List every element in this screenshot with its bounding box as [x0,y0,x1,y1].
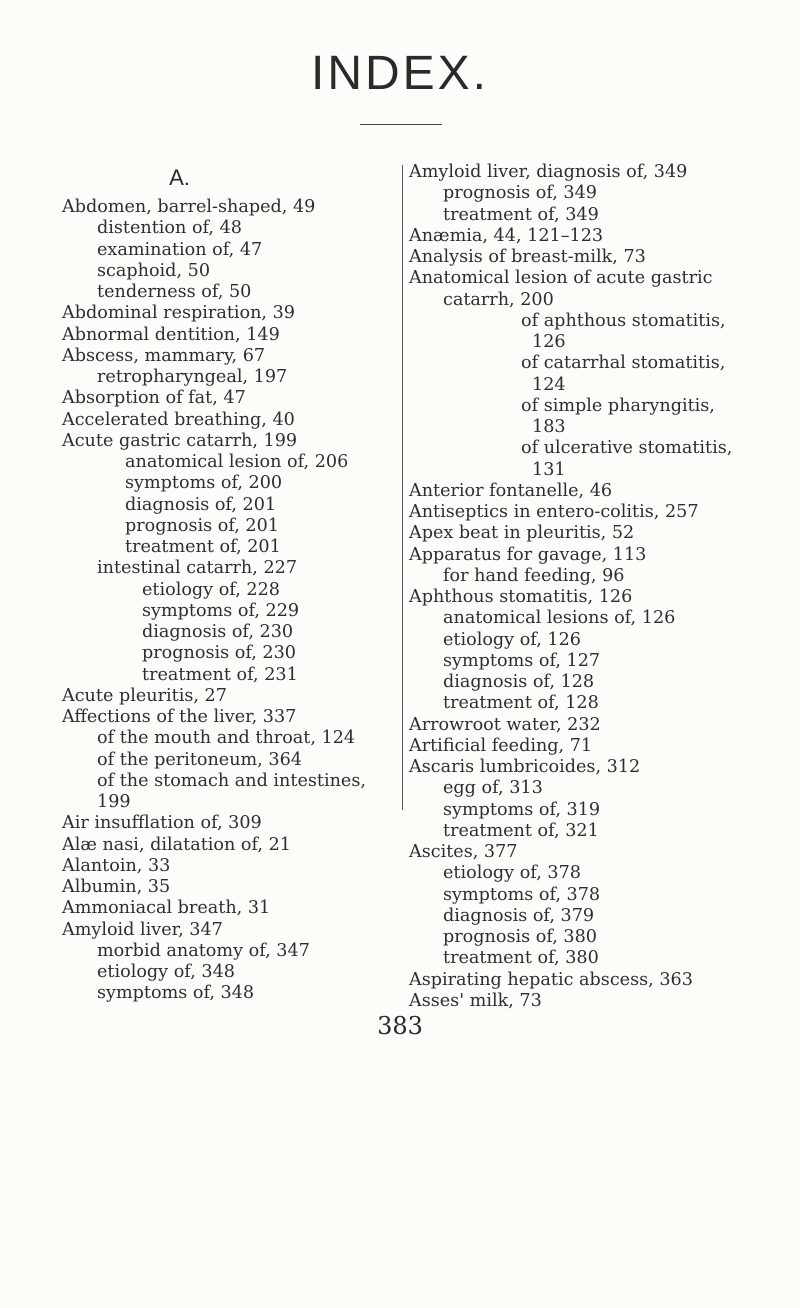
index-subentry: prognosis of, 201 [125,515,279,536]
index-entry: Anatomical lesion of acute gastric [409,268,713,289]
right-column [409,162,759,1012]
index-subentry: etiology of, 378 [443,863,581,884]
index-subentry: distention of, 48 [97,218,242,239]
index-subentry: diagnosis of, 128 [443,672,595,692]
index-subentry: treatment of, 349 [443,204,599,225]
index-subentry: tenderness of, 50 [97,282,252,302]
index-entry: Alæ nasi, dilatation of, 21 [62,834,291,855]
index-entry: Apparatus for gavage, 113 [409,544,647,565]
index-entry: Accelerated breathing, 40 [62,409,295,430]
index-subentry-continuation: 183 [532,417,566,437]
index-entry: Absorption of fat, 47 [62,388,246,409]
index-entry: Abscess, mammary, 67 [62,345,266,366]
index-entry: Alantoin, 33 [62,855,171,876]
index-subentry-continuation: 124 [532,374,566,395]
index-entry: Asses' milk, 73 [409,990,542,1011]
index-subentry: of catarrhal stomatitis, [521,353,726,374]
index-subentry: symptoms of, 348 [97,983,255,1004]
index-subentry: symptoms of, 319 [443,799,601,820]
index-subentry: treatment of, 321 [443,820,599,841]
index-subentry: etiology of, 126 [443,629,581,650]
index-entry: Affections of the liver, 337 [62,707,297,727]
index-subentry: examination of, 47 [97,239,263,260]
index-entry: Ascaris lumbricoides, 312 [409,757,641,777]
index-subentry: for hand feeding, 96 [443,565,625,586]
index-subentry: treatment of, 201 [125,537,281,557]
index-subentry-continuation: 199 [97,792,131,812]
index-entry: Amyloid liver, 347 [62,919,223,940]
index-subentry: of simple pharyngitis, [521,395,715,416]
page-number: 383 [377,1012,423,1040]
index-subentry-continuation: 131 [532,459,566,480]
index-entry: Apex beat in pleuritis, 52 [409,523,635,544]
index-entry: Aspirating hepatic abscess, 363 [409,969,693,990]
index-subentry: symptoms of, 229 [142,600,300,621]
index-subentry-continuation: catarrh, 200 [443,289,554,310]
index-subentry: symptoms of, 378 [443,884,601,905]
index-entry: Albumin, 35 [62,877,171,897]
index-subentry: egg of, 313 [443,778,543,799]
index-subentry: of aphthous stomatitis, [521,310,726,331]
index-subentry: of the mouth and throat, 124 [97,728,356,749]
index-entry: Aphthous stomatitis, 126 [409,587,633,607]
index-subentry: morbid anatomy of, 347 [97,940,310,961]
index-entry: Abdominal respiration, 39 [62,303,296,324]
index-subentry: prognosis of, 349 [443,183,597,204]
index-subentry: treatment of, 128 [443,693,599,714]
page-title: INDEX. [310,47,490,100]
index-entry: Acute pleuritis, 27 [62,685,227,706]
index-subentry: anatomical lesions of, 126 [443,608,676,629]
index-entry: Abdomen, barrel-shaped, 49 [62,197,316,217]
index-entry: Ascites, 377 [409,842,518,862]
index-entry: Antiseptics in entero-colitis, 257 [409,502,699,522]
index-subentry: diagnosis of, 201 [125,494,277,515]
index-entry: Amyloid liver, diagnosis of, 349 [409,162,688,182]
title-rule [360,124,442,125]
index-subentry: prognosis of, 230 [142,643,296,664]
index-subentry: treatment of, 231 [142,664,298,685]
index-subentry: prognosis of, 380 [443,927,597,947]
index-subentry: of the stomach and intestines, [97,770,366,791]
left-column [62,162,402,1005]
index-subentry: intestinal catarrh, 227 [97,558,298,579]
index-subentry: diagnosis of, 230 [142,622,294,642]
index-entry: Abnormal dentition, 149 [62,324,280,345]
index-entry: Ammoniacal breath, 31 [62,898,271,919]
index-entry: Acute gastric catarrh, 199 [62,430,298,451]
index-subentry: anatomical lesion of, 206 [125,452,349,472]
index-entry: Anterior fontanelle, 46 [409,480,613,501]
index-entry: Anæmia, 44, 121–123 [409,225,604,246]
index-subentry: etiology of, 228 [142,579,280,600]
index-subentry: treatment of, 380 [443,948,599,969]
index-subentry-continuation: 126 [532,332,566,352]
index-subentry: retropharyngeal, 197 [97,367,288,387]
index-entry: Analysis of breast-milk, 73 [409,247,646,267]
index-entry: Artificial feeding, 71 [409,735,593,756]
index-subentry: of the peritoneum, 364 [97,749,302,770]
index-subentry: of ulcerative stomatitis, [521,438,733,459]
index-subentry: symptoms of, 200 [125,473,283,494]
section-letter: A. [169,165,190,190]
index-entry: Air insufflation of, 309 [62,813,262,834]
index-subentry: symptoms of, 127 [443,650,601,671]
column-divider [402,165,403,810]
index-subentry: scaphoid, 50 [97,260,211,281]
index-subentry: diagnosis of, 379 [443,905,595,926]
index-entry: Arrowroot water, 232 [409,714,601,735]
index-subentry: etiology of, 348 [97,962,235,982]
